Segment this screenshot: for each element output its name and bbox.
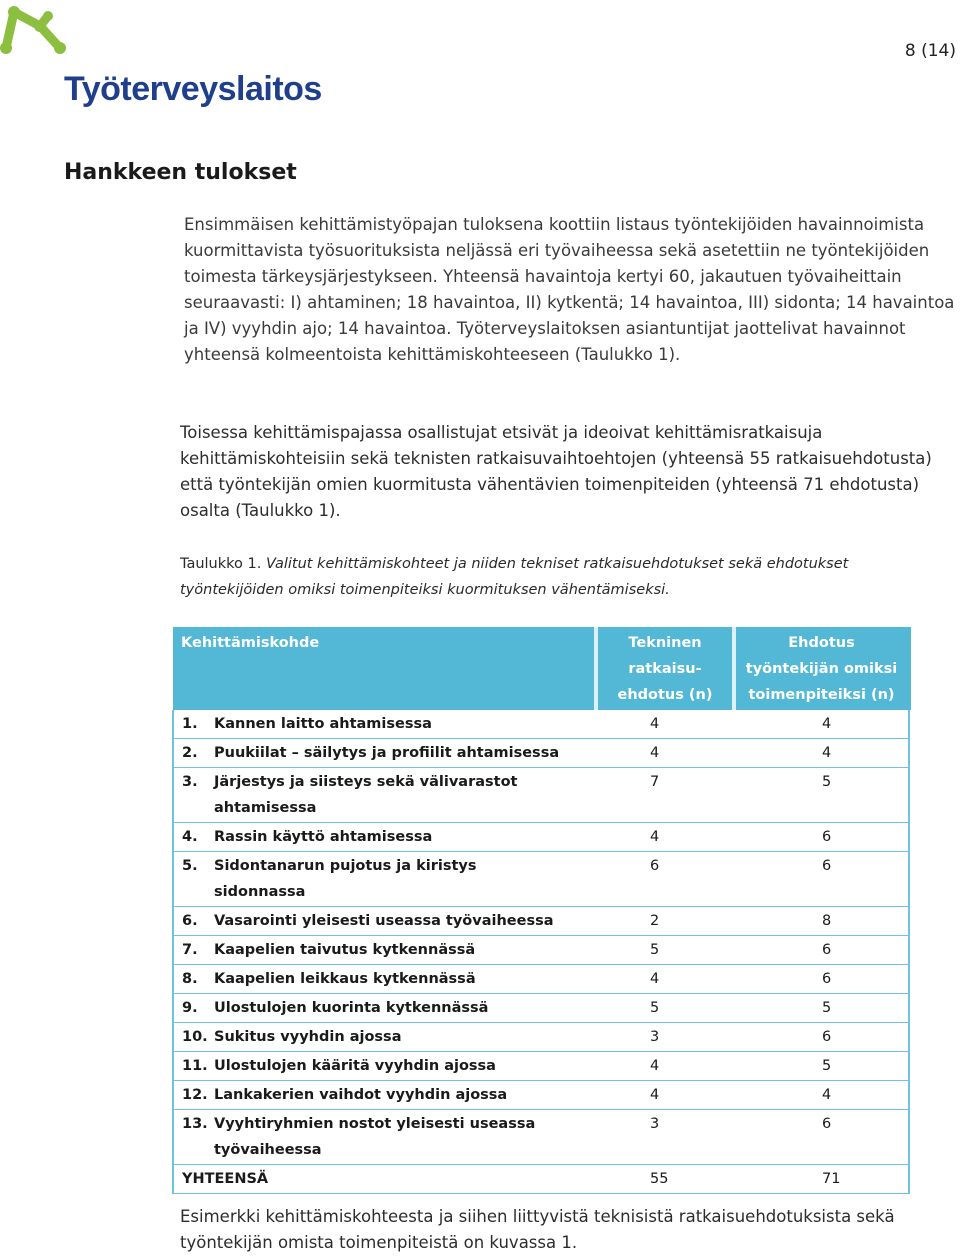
row-label: Järjestys ja siisteys sekä välivarastot ahtamisessa: [214, 774, 518, 816]
section-heading: Hankkeen tulokset: [64, 160, 297, 185]
paragraph-1: Ensimmäisen kehittämistyöpajan tuloksena koottiin listaus työntekijöiden havainnoimista kuormittavista työsuorituksista neljässä eri työvaiheessa sekä asetettiin ne työntekijöiden toimesta tärkeysjärjestykseen. Yhteensä havaintoja kertyi 60, jakautuen työvaiheittain seuraavasti: I) ahtaminen; 18 havaintoa, II) kytkentä; 14 havaintoa, III) sidonta; 14 havaintoa ja IV) vyyhdin ajo; 14 havaintoa. Työterveyslaitoksen asiantuntijat jaottelivat havainnot yhteensä kolmeentoista kehittämiskohteeseen (Taulukko 1).: [184, 215, 955, 364]
row-name-cell: [173, 1052, 596, 1081]
row-tech-value: 2: [596, 907, 734, 936]
row-name-cell: [173, 965, 596, 994]
table-row: [173, 1110, 909, 1165]
total-tech-value: 55: [596, 1165, 734, 1194]
logo-wordmark: Työterveyslaitos: [64, 70, 322, 108]
row-number: 4.: [182, 829, 198, 845]
row-own-value: 4: [734, 1081, 909, 1110]
row-number: 3.: [182, 774, 198, 790]
row-tech-value: 4: [596, 965, 734, 994]
table-row: [173, 823, 909, 852]
row-label: Puukiilat – säilytys ja profiilit ahtamisessa: [214, 745, 560, 761]
header-kehittamiskohde: Kehittämiskohde: [173, 627, 596, 710]
row-name-cell: [173, 710, 596, 739]
row-number: 6.: [182, 913, 198, 929]
row-own-value: 5: [734, 994, 909, 1023]
row-label: Ulostulojen kääritä vyyhdin ajossa: [214, 1058, 496, 1074]
row-name-cell: [173, 1110, 596, 1165]
row-number: 10.: [182, 1029, 208, 1045]
table-header-row: [173, 627, 909, 710]
row-tech-value: 5: [596, 994, 734, 1023]
page-number: 8 (14): [904, 41, 956, 61]
row-number: 13.: [182, 1116, 208, 1132]
row-tech-value: 4: [596, 823, 734, 852]
row-name-cell: [173, 907, 596, 936]
table-caption: [180, 551, 940, 603]
row-own-value: 6: [734, 936, 909, 965]
table-row: [173, 936, 909, 965]
row-name-cell: [173, 768, 596, 823]
row-number: 9.: [182, 1000, 198, 1016]
row-label: Ulostulojen kuorinta kytkennässä: [214, 1000, 489, 1016]
row-label: Vyyhtiryhmien nostot yleisesti useassa työvaiheessa: [214, 1116, 536, 1158]
row-label: Sidontanarun pujotus ja kiristys sidonnassa: [214, 858, 477, 900]
table-total-row: [173, 1165, 909, 1194]
header-omat-toimenpiteet: Ehdotus työntekijän omiksi toimenpiteiksi (n): [734, 627, 909, 710]
row-own-value: 5: [734, 768, 909, 823]
row-tech-value: 7: [596, 768, 734, 823]
row-number: 11.: [182, 1058, 208, 1074]
row-name-cell: [173, 739, 596, 768]
table-row: [173, 1023, 909, 1052]
table-row: [173, 768, 909, 823]
row-name-cell: [173, 1023, 596, 1052]
row-number: 8.: [182, 971, 198, 987]
row-tech-value: 4: [596, 1052, 734, 1081]
row-tech-value: 4: [596, 710, 734, 739]
row-name-cell: [173, 823, 596, 852]
row-label: Kaapelien taivutus kytkennässä: [214, 942, 476, 958]
row-own-value: 6: [734, 852, 909, 907]
row-own-value: 6: [734, 965, 909, 994]
row-tech-value: 6: [596, 852, 734, 907]
row-tech-value: 3: [596, 1023, 734, 1052]
row-name-cell: [173, 1081, 596, 1110]
row-number: 5.: [182, 858, 198, 874]
row-name-cell: [173, 994, 596, 1023]
table-row: [173, 852, 909, 907]
row-own-value: 5: [734, 1052, 909, 1081]
table-row: [173, 739, 909, 768]
row-name-cell: [173, 852, 596, 907]
row-label: Kaapelien leikkaus kytkennässä: [214, 971, 476, 987]
row-label: Rassin käyttö ahtamisessa: [214, 829, 433, 845]
row-own-value: 4: [734, 739, 909, 768]
logo: [0, 4, 320, 116]
header-tekninen-ratkaisu: Tekninen ratkaisu-ehdotus (n): [596, 627, 734, 710]
table-row: [173, 994, 909, 1023]
row-number: 2.: [182, 745, 198, 761]
paragraph-3: Esimerkki kehittämiskohteesta ja siihen liittyvistä teknisistä ratkaisuehdotuksista sekä työntekijän omista toimenpiteistä on kuvassa 1.: [180, 1207, 895, 1252]
row-own-value: 6: [734, 823, 909, 852]
results-table: [172, 627, 911, 1194]
table-caption-label: Taulukko 1.: [180, 556, 262, 572]
total-label: YHTEENSÄ: [173, 1165, 596, 1194]
row-tech-value: 4: [596, 739, 734, 768]
table-row: [173, 1052, 909, 1081]
total-own-value: 71: [734, 1165, 909, 1194]
row-number: 12.: [182, 1087, 208, 1103]
row-own-value: 4: [734, 710, 909, 739]
row-number: 1.: [182, 716, 198, 732]
row-label: Sukitus vyyhdin ajossa: [214, 1029, 402, 1045]
row-number: 7.: [182, 942, 198, 958]
row-name-cell: [173, 936, 596, 965]
row-tech-value: 3: [596, 1110, 734, 1165]
table-row: [173, 710, 909, 739]
row-tech-value: 4: [596, 1081, 734, 1110]
row-own-value: 6: [734, 1023, 909, 1052]
row-tech-value: 5: [596, 936, 734, 965]
table-row: [173, 907, 909, 936]
row-label: Vasarointi yleisesti useassa työvaiheessa: [214, 913, 554, 929]
row-own-value: 6: [734, 1110, 909, 1165]
paragraph-2: Toisessa kehittämispajassa osallistujat etsivät ja ideoivat kehittämisratkaisuja kehittämiskohteisiin sekä teknisten ratkaisuvaihtoehtojen (yhteensä 55 ratkaisuehdotusta) että työntekijän omien kuormitusta vähentävien toimenpiteiden (yhteensä 71 ehdotusta) osalta (Taulukko 1).: [180, 423, 932, 520]
table-row: [173, 1081, 909, 1110]
table-caption-text: Valitut kehittämiskohteet ja niiden tekniset ratkaisuehdotukset sekä ehdotukset työntekijöiden omiksi toimenpiteiksi kuormituksen vähentämiseksi.: [180, 556, 849, 598]
row-label: Kannen laitto ahtamisessa: [214, 716, 432, 732]
row-own-value: 8: [734, 907, 909, 936]
table-row: [173, 965, 909, 994]
row-label: Lankakerien vaihdot vyyhdin ajossa: [214, 1087, 508, 1103]
